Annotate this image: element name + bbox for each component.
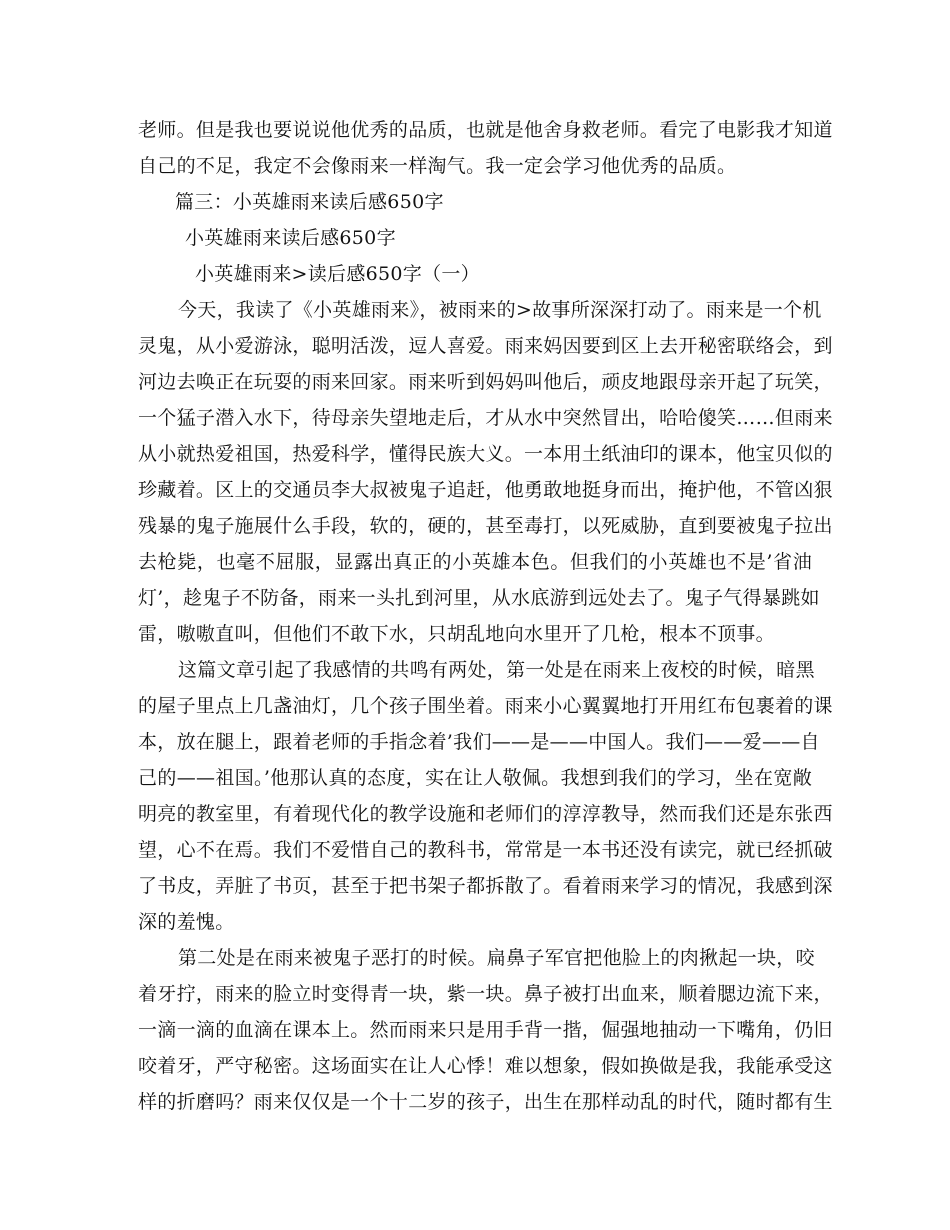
text-line: 灯’，趁鬼子不防备，雨来一头扎到河里，从水底游到远处去了。鬼子气得暴跳如 — [138, 587, 820, 609]
text-line: 望，心不在焉。我们不爱惜自己的教科书，常常是一本书还没有读完，就已经抓破 — [138, 839, 833, 861]
text-line: 一个猛子潜入水下，待母亲失望地走后，才从水中突然冒出，哈哈傻笑……但雨来 — [138, 407, 833, 429]
text-line: 灵鬼，从小爱游泳，聪明活泼，逗人喜爱。雨来妈因要到区上去开秘密联络会，到 — [138, 335, 833, 357]
article-subtitle: 小英雄雨来>读后感650字（一） — [195, 263, 480, 285]
text-line: 本，放在腿上，跟着老师的手指念着’我们——是——中国人。我们——爱——自 — [138, 731, 820, 753]
text-line: 今天，我读了《小英雄雨来》，被雨来的>故事所深深打动了。雨来是一个机 — [178, 299, 822, 321]
text-line: 明亮的教室里，有着现代化的教学设施和老师们的淳淳教导，然而我们还是东张西 — [138, 803, 833, 825]
text-line: 河边去唤正在玩耍的雨来回家。雨来听到妈妈叫他后，顽皮地跟母亲开起了玩笑， — [138, 371, 833, 393]
text-line: 的屋子里点上几盏油灯，几个孩子围坐着。雨来小心翼翼地打开用红布包裹着的课 — [138, 695, 833, 717]
text-line: 了书皮，弄脏了书页，甚至于把书架子都拆散了。看着雨来学习的情况，我感到深 — [138, 875, 833, 897]
text-line: 自己的不足，我定不会像雨来一样淘气。我一定会学习他优秀的品质。 — [138, 155, 737, 177]
text-line: 老师。但是我也要说说他优秀的品质，也就是他舍身救老师。看完了电影我才知道 — [138, 119, 833, 141]
text-line: 己的——祖国。’他那认真的态度，实在让人敬佩。我想到我们的学习，坐在宽敞 — [138, 767, 812, 789]
text-line: 第二处是在雨来被鬼子恶打的时候。扁鼻子军官把他脸上的肉揪起一块，咬 — [178, 947, 815, 969]
text-line: 雷，嗷嗷直叫，但他们不敢下水，只胡乱地向水里开了几枪，根本不顶事。 — [138, 623, 775, 645]
section-title: 篇三：小英雄雨来读后感650字 — [175, 191, 444, 213]
text-line: 残暴的鬼子施展什么手段，软的，硬的，甚至毒打，以死威胁，直到要被鬼子拉出 — [138, 515, 833, 537]
text-line: 样的折磨吗？雨来仅仅是一个十二岁的孩子，出生在那样动乱的时代，随时都有生 — [138, 1091, 833, 1113]
article-title: 小英雄雨来读后感650字 — [185, 227, 396, 249]
text-line: 一滴一滴的血滴在课本上。然而雨来只是用手背一揩，倔强地抽动一下嘴角，仍旧 — [138, 1019, 833, 1041]
text-line: 深的羞愧。 — [138, 911, 235, 933]
text-line: 这篇文章引起了我感情的共鸣有两处，第一处是在雨来上夜校的时候，暗黑 — [178, 659, 815, 681]
text-line: 珍藏着。区上的交通员李大叔被鬼子追赶，他勇敢地挺身而出，掩护他，不管凶狠 — [138, 479, 833, 501]
text-line: 从小就热爱祖国，热爱科学，懂得民族大义。一本用土纸油印的课本，他宝贝似的 — [138, 443, 833, 465]
text-line: 去枪毙，也毫不屈服，显露出真正的小英雄本色。但我们的小英雄也不是’省油 — [138, 551, 812, 573]
text-line: 咬着牙，严守秘密。这场面实在让人心悸！难以想象，假如换做是我，我能承受这 — [138, 1055, 833, 1077]
text-line: 着牙拧，雨来的脸立时变得青一块，紫一块。鼻子被打出血来，顺着腮边流下来， — [138, 983, 833, 1005]
